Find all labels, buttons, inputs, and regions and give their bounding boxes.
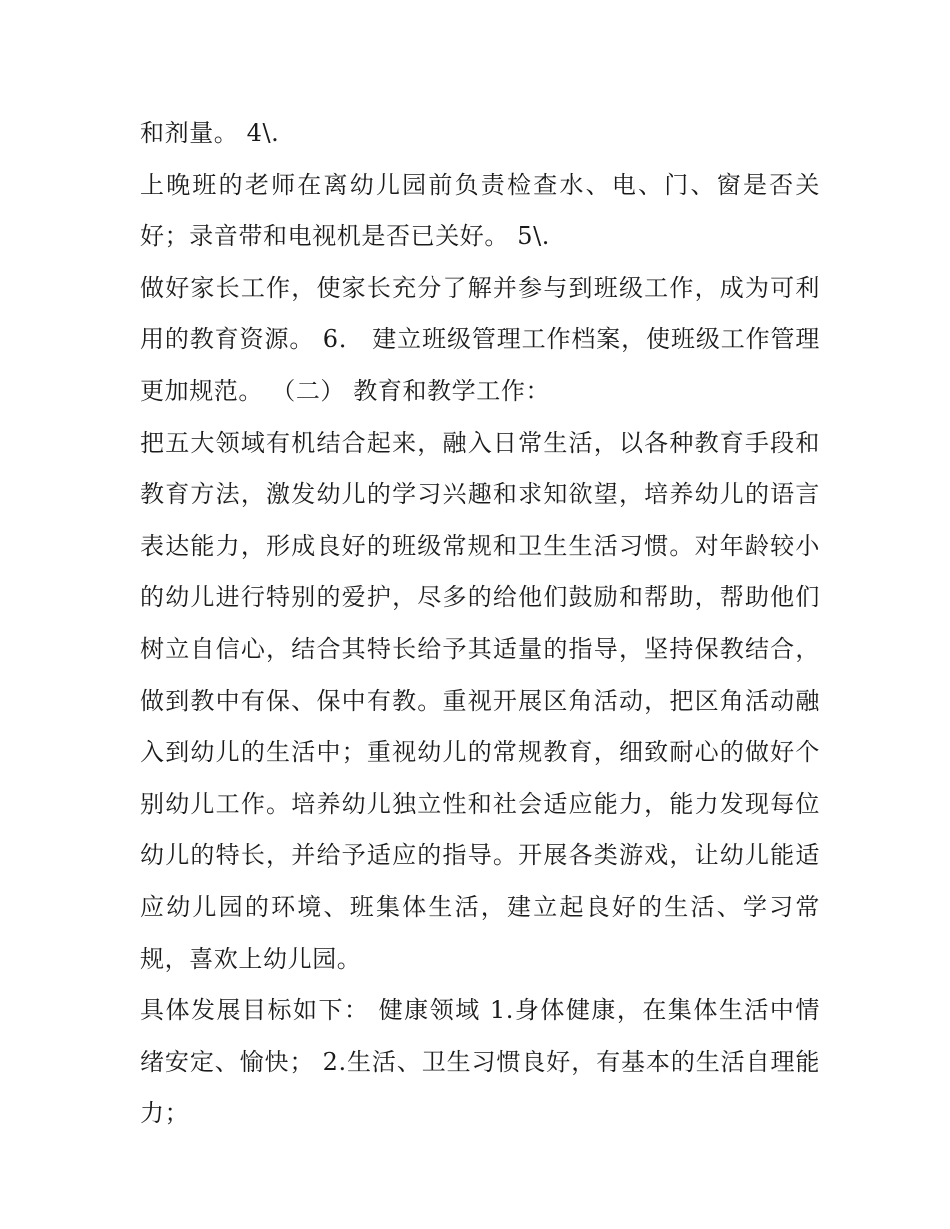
body-text (140, 108, 820, 1140)
paragraph-night-shift: 上晚班的老师在离幼儿园前负责检查水、电、门、窗是否关好；录音带和电视机是否已关好。 5\. (140, 170, 820, 251)
paragraph-goals: 具体发展目标如下： 健康领域 1.身体健康，在集体生活中情绪安定、愉快； 2.生活、卫生习惯良好，有基本的生活自理能力； (140, 996, 820, 1128)
paragraph-parent-work: 做好家长工作，使家长充分了解并参与到班级工作，成为可利用的教育资源。 6． 建立班级管理工作档案，使班级工作管理更加规范。 （二） 教育和教学工作： (140, 273, 820, 405)
paragraph-dosage: 和剂量。 4\. (140, 119, 280, 147)
paragraph-education: 把五大领域有机结合起来，融入日常生活，以各种教育手段和教育方法，激发幼儿的学习兴趣和求知欲望，培养幼儿的语言表达能力，形成良好的班级常规和卫生生活习惯。对年龄较小的幼儿进行特别的爱护，尽多的给他们鼓励和帮助，帮助他们树立自信心，结合其特长给予其适量的指导，坚持保教结合，做到教中有保、保中有教。重视开展区角活动，把区角活动融入到幼儿的生活中；重视幼儿的常规教育，细致耐心的做好个别幼儿工作。培养幼儿独立性和社会适应能力，能力发现每位幼儿的特长，并给予适应的指导。开展各类游戏，让幼儿能适应幼儿园的环境、班集体生活，建立起良好的生活、学习常规，喜欢上幼儿园。 (140, 428, 820, 973)
